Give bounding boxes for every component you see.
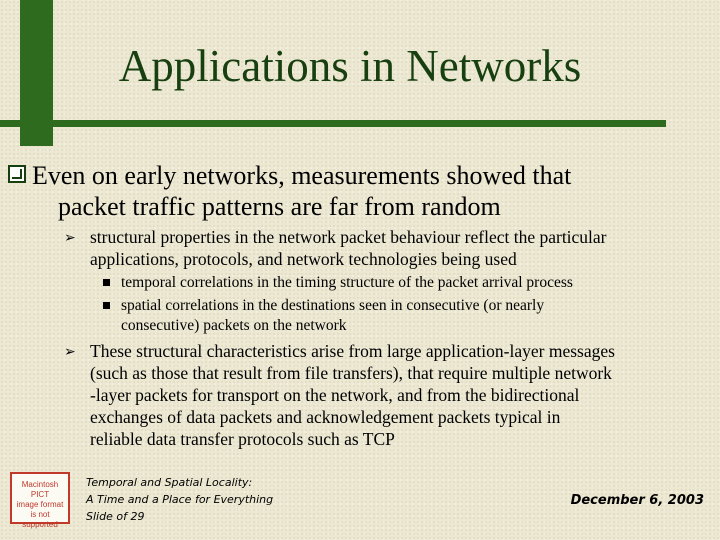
footer-date: December 6, 2003	[570, 493, 704, 508]
slide-title: Applications in Networks	[118, 41, 582, 91]
sub-bullet-1	[90, 226, 710, 270]
sub-bullet-1-line1: structural properties in the network packet behaviour reflect the particular	[90, 227, 607, 247]
sub-sub-bullet-2	[121, 296, 681, 335]
placeholder-line2: image format	[16, 500, 64, 509]
sub-sub-bullet-2-line1: spatial correlations in the destinations seen in consecutive (or nearly	[121, 297, 545, 314]
arrow-bullet-icon: ➢	[64, 231, 76, 246]
sub-bullet-2-line5: reliable data transfer protocols such as TCP	[90, 429, 395, 449]
bullet-level1	[8, 160, 708, 222]
footer-left	[86, 474, 273, 525]
placeholder-line1: Macintosh PICT	[21, 480, 59, 499]
sub-bullet-2-line2: (such as those that result from file transfers), that require multiple network	[90, 363, 612, 383]
sub-sub-bullet-1	[121, 273, 681, 293]
footer-line1: Temporal and Spatial Locality:	[86, 476, 253, 489]
sub-bullet-2-line3: -layer packets for transport on the network, and from the bidirectional	[90, 385, 580, 405]
arrow-bullet-icon: ➢	[64, 345, 76, 360]
unsupported-image-placeholder	[10, 472, 70, 529]
square-bullet-icon	[103, 302, 110, 309]
sub-sub-bullet-2-line2: consecutive) packets on the network	[121, 316, 347, 334]
sub-bullet-2	[90, 340, 710, 450]
sub-bullet-2-line4: exchanges of data packets and acknowledgement packets typical in	[90, 407, 561, 427]
square-bullet-icon	[103, 279, 110, 286]
sub-bullet-2-line1: These structural characteristics arise from large application-layer messages	[90, 341, 615, 361]
placeholder-line3: is not supported	[22, 510, 58, 529]
sub-sub-bullet-1-line1: temporal correlations in the timing structure of the packet arrival process	[121, 274, 573, 291]
footer-line2: A Time and a Place for Everything	[86, 493, 274, 506]
bullet-level1-line2: packet traffic patterns are far from random	[58, 192, 501, 221]
title-underline-bar	[0, 120, 666, 127]
footer-slide-number: Slide of 29	[86, 510, 145, 523]
bullet-level1-line1: Even on early networks, measurements showed that	[32, 161, 572, 190]
checkbox-bullet-icon	[8, 165, 26, 183]
sub-bullet-1-line2: applications, protocols, and network technologies being used	[90, 249, 517, 269]
